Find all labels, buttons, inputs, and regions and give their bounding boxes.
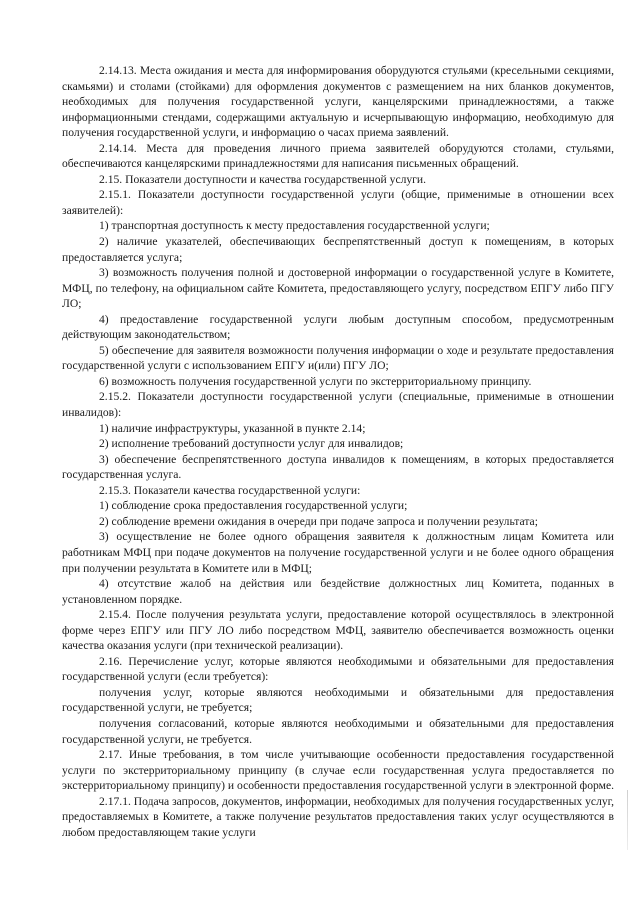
list-item-2-15-3-1: 1) соблюдение срока предоставления государственной услуги; bbox=[99, 499, 408, 513]
paragraph-2-14-14: 2.14.14. Места для проведения личного приема заявителей оборудуются столами, стульями, обеспечиваются канцелярскими принадлежностями для написания письменных обращений. bbox=[62, 141, 614, 171]
list-item-2-15-3-3: 3) осуществление не более одного обращения заявителя к должностным лицам Комитета или работникам МФЦ при подаче документов на получение государственной услуги и не более одного обращения при получении результата в Комитете или в МФЦ; bbox=[62, 530, 614, 575]
list-item-2-15-1-1: 1) транспортная доступность к месту предоставления государственной услуги; bbox=[99, 219, 490, 233]
list-item-2-15-2-2: 2) исполнение требований доступности услуг для инвалидов; bbox=[99, 437, 404, 451]
list-item-2-16-services: получения услуг, которые являются необходимыми и обязательными для предоставления государственной услуги, не требуется; bbox=[62, 685, 614, 715]
list-item-2-15-2-3: 3) обеспечение беспрепятственного доступа инвалидов к помещениям, в которых предоставляется государственная услуга. bbox=[62, 452, 614, 482]
scan-edge-mark bbox=[627, 790, 628, 850]
paragraph-2-17-1: 2.17.1. Подача запросов, документов, информации, необходимых для получения государственных услуг, предоставляемых в Комитете, а также получение результатов предоставления таких услуг осуществляются в любом предоставляющем такие услуги bbox=[62, 794, 614, 839]
paragraph-2-14-13: 2.14.13. Места ожидания и места для информирования оборудуются стульями (кресельными секциями, скамьями) и столами (стойками) для оформления документов с размещением на них бланков документов, необходимых для получения государственной услуги, канцелярскими принадлежностями, а также информационными стендами, содержащими актуальную и исчерпывающую информацию, необходимую для получения государственной услуги, и информацию о часах приема заявлений. bbox=[62, 64, 614, 140]
paragraph-2-15: 2.15. Показатели доступности и качества государственной услуги. bbox=[99, 172, 427, 186]
list-item-2-16-approvals: получения согласований, которые являются необходимыми и обязательными для предоставления государственной услуги, не требуется. bbox=[62, 716, 614, 746]
paragraph-2-16: 2.16. Перечисление услуг, которые являются необходимыми и обязательными для предоставления государственной услуги (если требуется): bbox=[62, 654, 614, 684]
paragraph-2-15-4: 2.15.4. После получения результата услуги, предоставление которой осуществлялось в электронной форме через ЕПГУ или ПГУ ЛО либо посредством МФЦ, заявителю обеспечивается возможность оценки качества оказания услуги (при технической реализации). bbox=[62, 608, 614, 653]
paragraph-2-15-2: 2.15.2. Показатели доступности государственной услуги (специальные, применимые в отношении инвалидов): bbox=[62, 390, 614, 420]
paragraph-2-15-3: 2.15.3. Показатели качества государственной услуги: bbox=[99, 483, 361, 497]
list-item-2-15-3-4: 4) отсутствие жалоб на действия или бездействие должностных лиц Комитета, поданных в установленном порядке. bbox=[62, 577, 614, 606]
paragraph-2-15-1: 2.15.1. Показатели доступности государственной услуги (общие, применимые в отношении всех заявителей): bbox=[62, 188, 614, 217]
list-item-2-15-1-5: 5) обеспечение для заявителя возможности получения информации о ходе и результате предоставления государственной услуги с использованием ЕПГУ и(или) ПГУ ЛО; bbox=[62, 343, 614, 373]
paragraph-2-17: 2.17. Иные требования, в том числе учитывающие особенности предоставления государственной услуги по экстерриториальному принципу (в случае если государственная услуга предоставляется по экстерриториальному принципу) и особенности предоставления государственной услуги в электронной форме. bbox=[62, 748, 614, 793]
list-item-2-15-1-6: 6) возможность получения государственной услуги по экстерриториальному принципу. bbox=[99, 374, 532, 388]
list-item-2-15-3-2: 2) соблюдение времени ожидания в очереди при подаче запроса и получении результата; bbox=[99, 514, 538, 528]
document-page bbox=[62, 63, 614, 840]
list-item-2-15-1-4: 4) предоставление государственной услуги любым доступным способом, предусмотренным действующим законодательством; bbox=[62, 312, 614, 342]
list-item-2-15-2-1: 1) наличие инфраструктуры, указанной в пункте 2.14; bbox=[99, 421, 366, 435]
list-item-2-15-1-3: 3) возможность получения полной и достоверной информации о государственной услуге в Комитете, МФЦ, по телефону, на официальном сайте Комитета, предоставляющего услугу, посредством ЕПГУ либо ПГУ ЛО; bbox=[62, 266, 614, 311]
list-item-2-15-1-2: 2) наличие указателей, обеспечивающих беспрепятственный доступ к помещениям, в которых предоставляется услуга; bbox=[62, 235, 614, 264]
